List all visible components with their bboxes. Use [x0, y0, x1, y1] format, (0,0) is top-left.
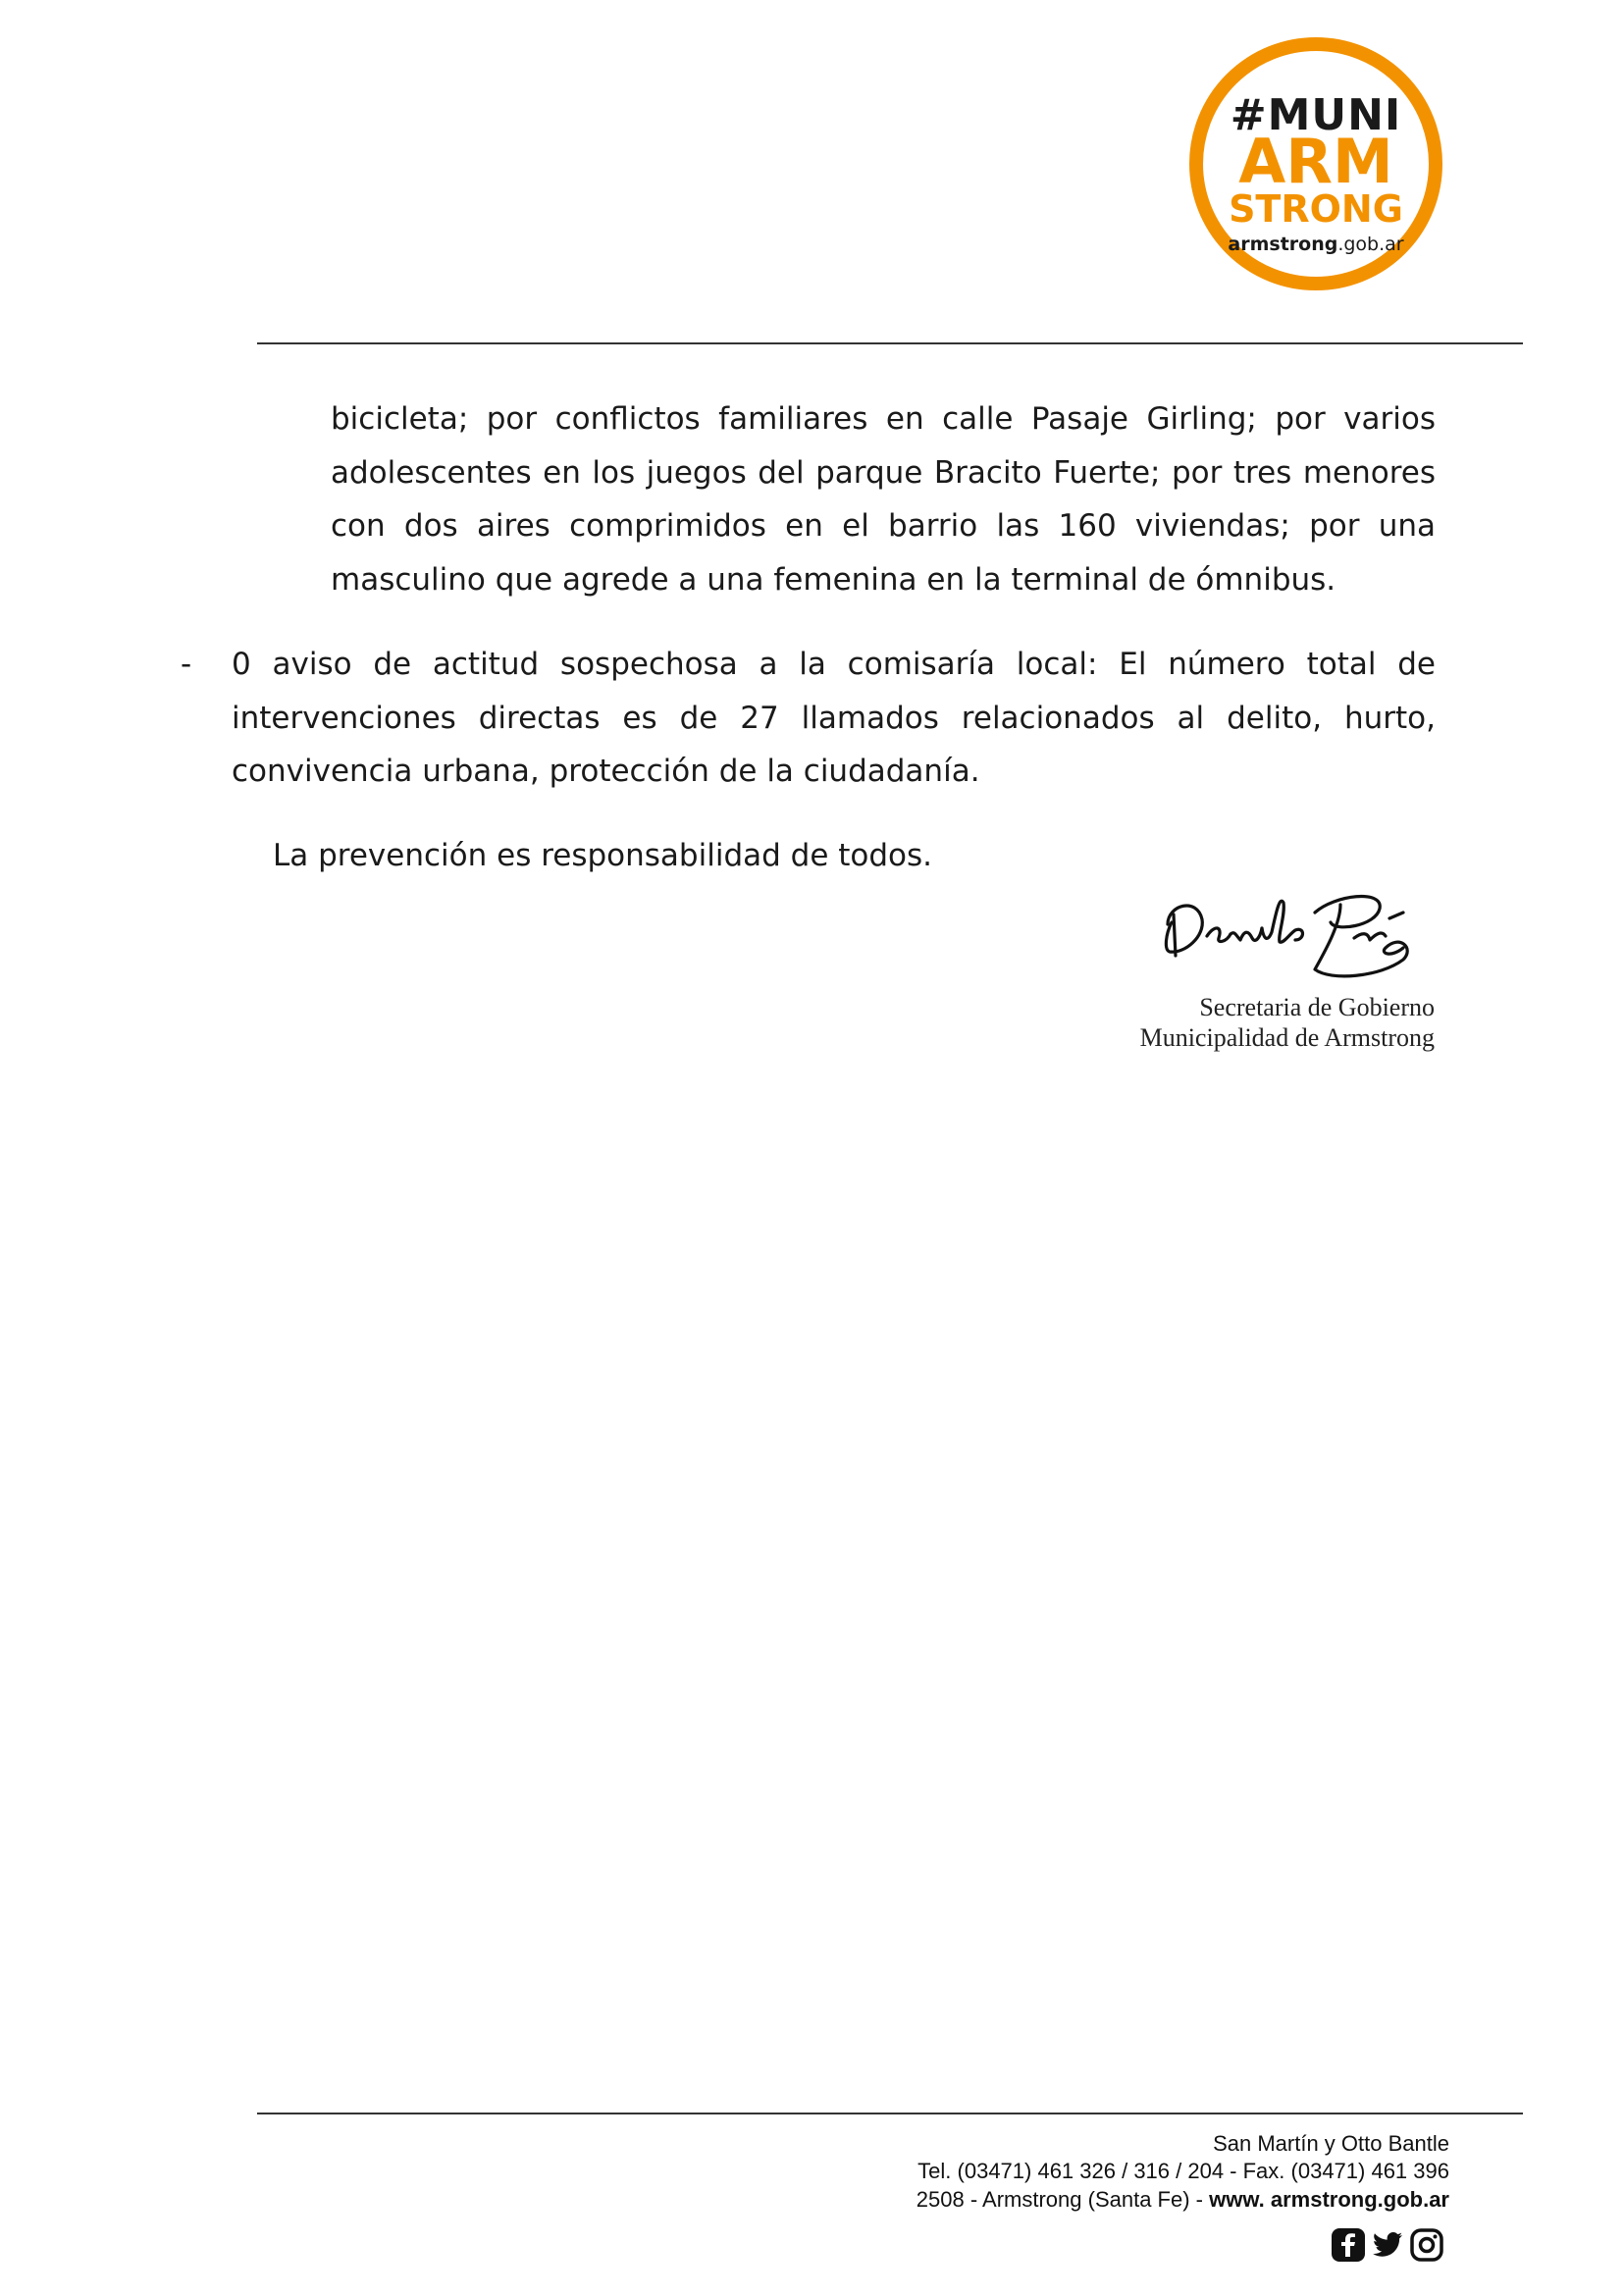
- footer-address: San Martín y Otto Bantle: [1213, 2131, 1449, 2156]
- footer-divider: [257, 2113, 1523, 2114]
- instagram-icon[interactable]: [1409, 2227, 1444, 2263]
- footer-website-link[interactable]: www. armstrong.gob.ar: [1209, 2187, 1449, 2212]
- footer-city-web: [566, 2187, 1449, 2213]
- continued-paragraph: bicicleta; por conflictos familiares en calle Pasaje Girling; por varios adolescentes en los juegos del parque Bracito Fuerte; por tres menores con dos aires comprimidos en el barrio las 160 viviendas; por una masculino que agrede a una femenina en la terminal de ómnibus.: [331, 401, 1436, 598]
- logo-strong: STRONG: [1229, 187, 1403, 231]
- logo-arm: ARM: [1238, 126, 1393, 197]
- logo-url-rest: .gob.ar: [1337, 234, 1404, 255]
- bullet-marker: -: [181, 647, 192, 682]
- closing-sentence: La prevención es responsabilidad de todos.: [273, 838, 933, 873]
- bullet-item: 0 aviso de actitud sospechosa a la comisaría local: El número total de intervenciones directas es de 27 llamados relacionados al delito, hurto, convivencia urbana, protección de la ciudadanía.: [232, 647, 1436, 789]
- signatory-title: Secretaria de Gobierno: [1199, 993, 1435, 1021]
- facebook-icon[interactable]: [1331, 2227, 1366, 2263]
- footer-phones: Tel. (03471) 461 326 / 316 / 204 - Fax. (03471) 461 396: [917, 2159, 1449, 2183]
- footer-city: 2508 - Armstrong (Santa Fe) -: [916, 2187, 1210, 2212]
- handwritten-signature: [1158, 875, 1442, 983]
- header-divider: [257, 342, 1523, 344]
- logo-url-bold: armstrong: [1228, 234, 1338, 255]
- logo-url: [1203, 234, 1429, 255]
- social-icons: [1331, 2227, 1444, 2263]
- municipality-logo: [1189, 37, 1442, 290]
- twitter-icon[interactable]: [1370, 2227, 1405, 2263]
- logo-hashtag: #MUNI: [1230, 90, 1402, 140]
- signatory-organization: Municipalidad de Armstrong: [1139, 1023, 1435, 1052]
